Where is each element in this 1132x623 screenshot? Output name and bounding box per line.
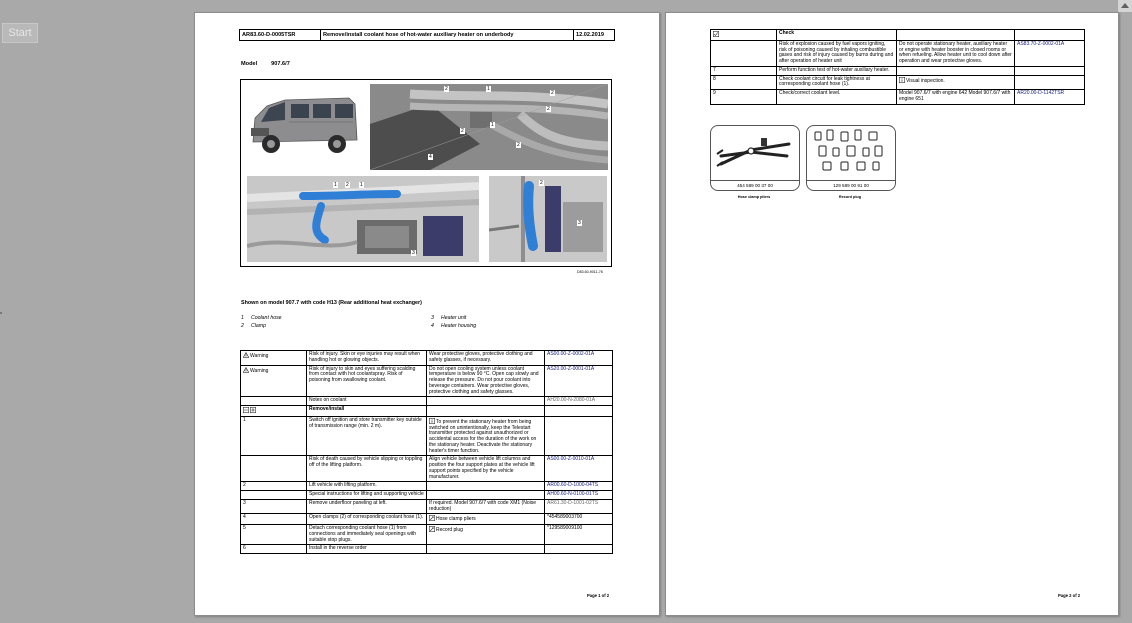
tool-number: *454589003700 [545,514,613,525]
reference-link[interactable]: AS00.00-Z-0002-01A [545,351,613,366]
tool-icon [429,526,435,532]
step-cell: 4 [241,514,307,525]
action-cell: Open clamps (2) of corresponding coolant hose (1). [307,514,427,525]
check-icon [713,31,719,37]
step-cell: 2 [241,482,307,491]
reference-link [545,545,613,554]
note-cell [427,397,545,406]
arrow-up-icon [1121,3,1129,8]
callout-label: 3 [412,250,415,256]
action-cell: Risk of injury. Skin or eye injuries may result when handling hot or glowing objects. [307,351,427,366]
step-cell [241,397,307,406]
table-row [241,499,613,514]
callout-label: 2 [551,90,554,96]
step-cell: 9 [711,90,777,105]
note-cell: Record plug [427,525,545,545]
legend-text: Clamp [251,323,266,329]
step-cell: 3 [241,499,307,514]
table-row [241,406,613,417]
callout-label: 2 [461,128,464,134]
action-cell: Switch off ignition and store transmitter key outside of transmission range (min. 2 m). [307,416,427,456]
step-cell: 1 [241,416,307,456]
scroll-up-button[interactable] [1118,0,1132,12]
action-cell: Install in the reverse order [307,545,427,554]
reference-link[interactable]: AH20.00-N-2080-01A [545,397,613,406]
action-cell: Lift vehicle with lifting platform. [307,482,427,491]
model-line [241,61,290,67]
reference-link [1015,30,1085,41]
tool-name: Record plug [838,195,862,199]
callout-label: 2 [547,106,550,112]
reference-link[interactable]: AR20.00-D-1142TSR [1015,90,1085,105]
hose-clamp-pliers-icon [711,126,799,176]
callout-label: 2 [445,86,448,92]
tool-name: Hose clamp pliers [737,195,771,199]
warning-icon [243,352,249,358]
tool-part-number: 129 589 00 91 00 [833,183,869,188]
doc-header [239,29,615,41]
legend-number: 1 [241,315,244,321]
tool-card [710,125,800,191]
action-cell: Check [777,30,897,41]
info-icon [899,77,905,83]
step-cell: 8 [711,75,777,90]
note-cell [897,30,1015,41]
legend [241,315,491,329]
action-cell: Perform function test of hot-water auxiliary heater. [777,66,897,75]
table-row [241,491,613,500]
reference-link [545,416,613,456]
table-row [711,40,1085,66]
model-label: Model [241,61,258,67]
reference-link [1015,75,1085,90]
shown-on-caption: Shown on model 907.7 with code H13 (Rear additional heat exchanger) [241,300,422,306]
action-cell: Notes on coolant [307,397,427,406]
tool-card [806,125,896,191]
legend-number: 4 [431,323,434,329]
callout-label: 4 [429,154,432,160]
doc-title: Remove/install coolant hose of hot-water auxiliary heater on underbody [321,30,574,40]
document-page-1 [194,12,660,616]
action-cell: Special instructions for lifting and supporting vehicle [307,491,427,500]
callout-label: 1 [491,122,494,128]
note-cell: Do not open cooling system unless coolant temperature is below 90 °C. Open cap slowly and release the pressure. Do not pour coolant into beverage containers. Wear protective gloves, protective clothing and safety glasses. [427,365,545,397]
step-cell [241,406,307,417]
reference-link [1015,66,1085,75]
callout-label: 3 [578,220,581,226]
legend-text: Heater unit [441,315,467,321]
table-row [241,482,613,491]
note-cell [427,482,545,491]
warning-icon [243,367,249,373]
info-icon [429,418,435,424]
doc-date: 12.02.2019 [576,32,604,38]
table-row [241,351,613,366]
table-row [241,416,613,456]
action-cell: Remove underfloor paneling at left. [307,499,427,514]
reference-link[interactable]: AS00.00-Z-0010-01A [545,456,613,482]
page-number: Page 1 of 2 [587,593,610,598]
illustration-figure [240,79,612,267]
tool-divider [711,180,799,181]
heater-photo-bottom-right [489,176,607,262]
callout-label: 1 [487,86,490,92]
legend-number: 2 [241,323,244,329]
step-cell [711,40,777,66]
reference-link[interactable]: AS83.70-Z-0002-01A [1015,40,1085,66]
note-cell [897,66,1015,75]
reference-link[interactable]: AR00.60-D-1000-04TS [545,482,613,491]
table-row [711,66,1085,75]
step-cell: Warning [241,365,307,397]
splitter-handle[interactable] [0,312,2,314]
document-page-2 [665,12,1119,616]
note-cell [427,406,545,417]
table-row [241,525,613,545]
action-cell: Detach corresponding coolant hose (1) from connections and immediately seal openings with suitable stop plugs. [307,525,427,545]
reference-link[interactable]: AR61.30-D-1001-02TS [545,499,613,514]
start-button[interactable]: Start [2,23,38,43]
note-cell: Wear protective gloves, protective clothing and safety glasses, if necessary. [427,351,545,366]
callout-label: 2 [540,180,543,186]
install-icon [250,407,256,413]
procedure-table [240,350,613,554]
table-row [711,30,1085,41]
callout-label: 2 [517,142,520,148]
procedure-table [710,29,1085,105]
step-cell [711,30,777,41]
table-row [241,397,613,406]
step-cell: Warning [241,351,307,366]
note-cell [427,491,545,500]
action-cell: Remove/install [307,406,427,417]
tool-number: *129589009100 [545,525,613,545]
table-row [711,75,1085,90]
table-row [241,365,613,397]
note-cell: Align vehicle between vehicle lift columns and position the four support plates at the vehicle lift support points specified by the vehicle manufacturer. [427,456,545,482]
legend-number: 3 [431,315,434,321]
tool-icon [429,515,435,521]
special-tools [710,125,894,201]
reference-link [545,406,613,417]
table-row [711,90,1085,105]
table-row [241,514,613,525]
page-number: Page 2 of 2 [1058,593,1081,598]
action-cell: Risk of death caused by vehicle slipping or toppling off of the lifting platform. [307,456,427,482]
note-cell: Hose clamp pliers [427,514,545,525]
reference-link[interactable]: AH00.60-N-0100-01TS [545,491,613,500]
reference-link[interactable]: AS20.00-Z-0001-01A [545,365,613,397]
legend-text: Coolant hose [251,315,282,321]
note-cell: Model 907.6/7 with engine 642 Model 907.6/7 with engine 651 [897,90,1015,105]
table-row [241,545,613,554]
remove-icon [243,407,249,413]
record-plug-set-icon [807,126,895,176]
note-cell: To prevent the stationary heater from being switched on unintentionally, keep the Telestart transmitter protected against unauthorized or accidental access for the duration of the work on the stationary heater. Deactivate the stationary heater's timer function. [427,416,545,456]
step-cell [241,456,307,482]
table-row [241,456,613,482]
step-cell [241,491,307,500]
step-cell: 5 [241,525,307,545]
callout-label: 2 [346,182,349,188]
note-cell: Visual inspection. [897,75,1015,90]
action-cell: Check coolant circuit for leak tightness at corresponding coolant hose (1). [777,75,897,90]
action-cell: Check/correct coolant level. [777,90,897,105]
action-cell: Risk of injury to skin and eyes suffering scalding from contact with hot coolantspray. Risk of poisoning from swallowing coolant. [307,365,427,397]
legend-text: Heater housing [441,323,477,329]
tool-divider [807,180,895,181]
figure-code: D83.60-9011-76 [577,270,603,274]
van-image [245,84,361,164]
note-cell: Do not operate stationary heater, auxiliary heater or engine with heater booster in closed rooms or when refueling. Allow heater unit to cool down after operation and wear protective gloves. [897,40,1015,66]
heater-photo-bottom-left [247,176,479,262]
callout-label: 1 [360,182,363,188]
callout-label: 1 [334,182,337,188]
action-cell: Risk of explosion caused by fuel vapors igniting, risk of poisoning caused by inhaling combustible gases and risk of injury caused by burns during and after operation of heater unit [777,40,897,66]
doc-id: AR83.60-D-0005TSR [240,30,321,40]
step-cell: 7 [711,66,777,75]
tool-part-number: 454 589 00 37 00 [737,183,773,188]
underbody-photo-top [370,84,608,170]
note-cell: If required. Model 907.6/7 with code XM1 (Noise reduction) [427,499,545,514]
step-cell: 6 [241,545,307,554]
model-value: 907.6/7 [271,61,290,67]
note-cell [427,545,545,554]
